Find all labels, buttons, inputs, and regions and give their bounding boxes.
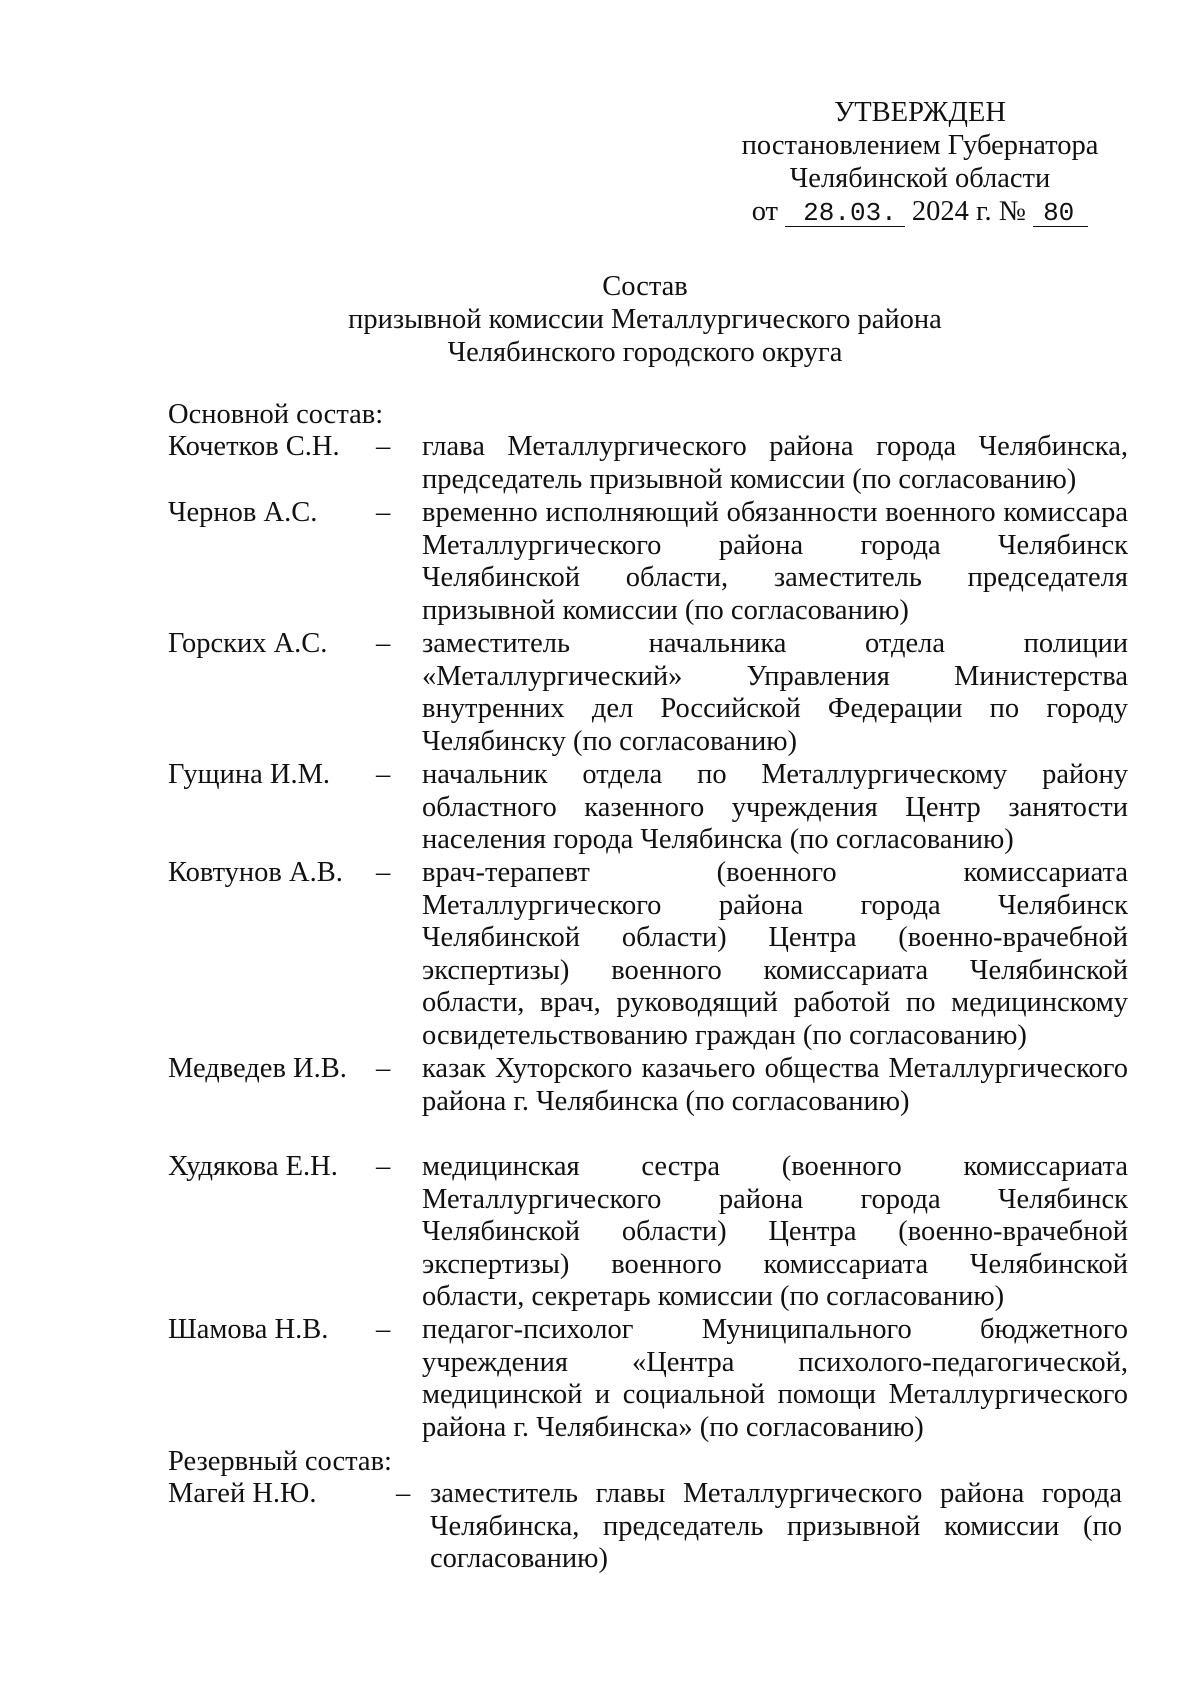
approval-date-line xyxy=(705,195,1135,228)
member-role: заместитель главы Металлургического района города Челябинска, председатель призывной комиссии (по согласованию) xyxy=(430,1478,1122,1574)
member-name: Медведев И.В. xyxy=(168,1053,347,1084)
member-entry xyxy=(168,759,1128,857)
approval-line-2: Челябинской области xyxy=(789,163,1051,194)
reserve-member-entry xyxy=(168,1478,1128,1576)
member-role: медицинская сестра (военного комиссариата Металлургического района города Челябинск Челябинской области) Центра (военно-врачебной экспертизы) военного комиссариата Челябинской области, секретарь комиссии (по согласованию) xyxy=(422,1151,1128,1312)
member-entry xyxy=(168,628,1128,758)
approval-block xyxy=(705,96,1135,228)
member-role: заместитель начальника отдела полиции «Металлургический» Управления Министерства внутренних дел Российской Федерации по городу Челябинску (по согласованию) xyxy=(422,628,1128,757)
member-name: Горских А.С. xyxy=(168,628,328,659)
title-line-2: призывной комиссии Металлургического района xyxy=(348,304,942,335)
member-role: глава Металлургического района города Челябинска, председатель призывной комиссии (по согласованию) xyxy=(422,431,1128,495)
dash-separator: – xyxy=(376,759,391,790)
member-role: начальник отдела по Металлургическому району областного казенного учреждения Центр занятости населения города Челябинска (по согласованию) xyxy=(422,759,1128,855)
dash-separator: – xyxy=(376,497,391,528)
member-name: Шамова Н.В. xyxy=(168,1314,329,1345)
member-name: Гущина И.М. xyxy=(168,759,331,790)
approval-year: 2024 г. № xyxy=(911,196,1026,227)
dash-separator: – xyxy=(376,431,391,462)
dash-separator: – xyxy=(396,1478,411,1509)
member-name: Кочетков С.Н. xyxy=(168,431,340,462)
member-role: педагог-психолог Муниципального бюджетного учреждения «Центра психолого-педагогической, медицинской и социальной помощи Металлургического района г. Челябинска» (по согласованию) xyxy=(422,1314,1128,1443)
approval-heading: УТВЕРЖДЕН xyxy=(834,97,1006,128)
member-role: временно исполняющий обязанности военного комиссара Металлургического района города Челябинск Челябинской области, заместитель председателя призывной комиссии (по согласованию) xyxy=(422,497,1128,626)
main-section-label: Основной состав: xyxy=(168,399,384,430)
member-role: врач-терапевт (военного комиссариата Металлургического района города Челябинск Челябинской области) Центра (военно-врачебной экспертизы) военного комиссариата Челябинской области, врач, руководящий работой по медицинскому освидетельствованию граждан (по согласованию) xyxy=(422,857,1128,1051)
member-entry xyxy=(168,857,1128,1052)
document-title xyxy=(0,270,1200,369)
member-role: казак Хуторского казачьего общества Металлургического района г. Челябинска (по согласованию) xyxy=(422,1053,1128,1117)
dash-separator: – xyxy=(376,1053,391,1084)
member-name: Ковтунов А.В. xyxy=(168,857,343,888)
approval-number: 80 xyxy=(1033,200,1088,227)
member-entry xyxy=(168,431,1128,496)
approval-date: 28.03. xyxy=(785,200,905,227)
member-entry xyxy=(168,1314,1128,1444)
member-name: Чернов А.С. xyxy=(168,497,318,528)
reserve-section-label: Резервный состав: xyxy=(168,1446,392,1477)
member-name: Магей Н.Ю. xyxy=(168,1478,317,1509)
member-entry xyxy=(168,497,1128,627)
approval-line-1: постановлением Губернатора xyxy=(741,130,1099,161)
title-line-3: Челябинского городского округа xyxy=(447,337,843,368)
dash-separator: – xyxy=(376,628,391,659)
member-entry xyxy=(168,1053,1128,1118)
member-entry xyxy=(168,1151,1128,1314)
member-name: Худякова Е.Н. xyxy=(168,1151,338,1182)
approval-prefix: от xyxy=(751,196,779,227)
dash-separator: – xyxy=(376,857,391,888)
title-line-1: Состав xyxy=(602,271,688,302)
dash-separator: – xyxy=(376,1151,391,1182)
dash-separator: – xyxy=(376,1314,391,1345)
